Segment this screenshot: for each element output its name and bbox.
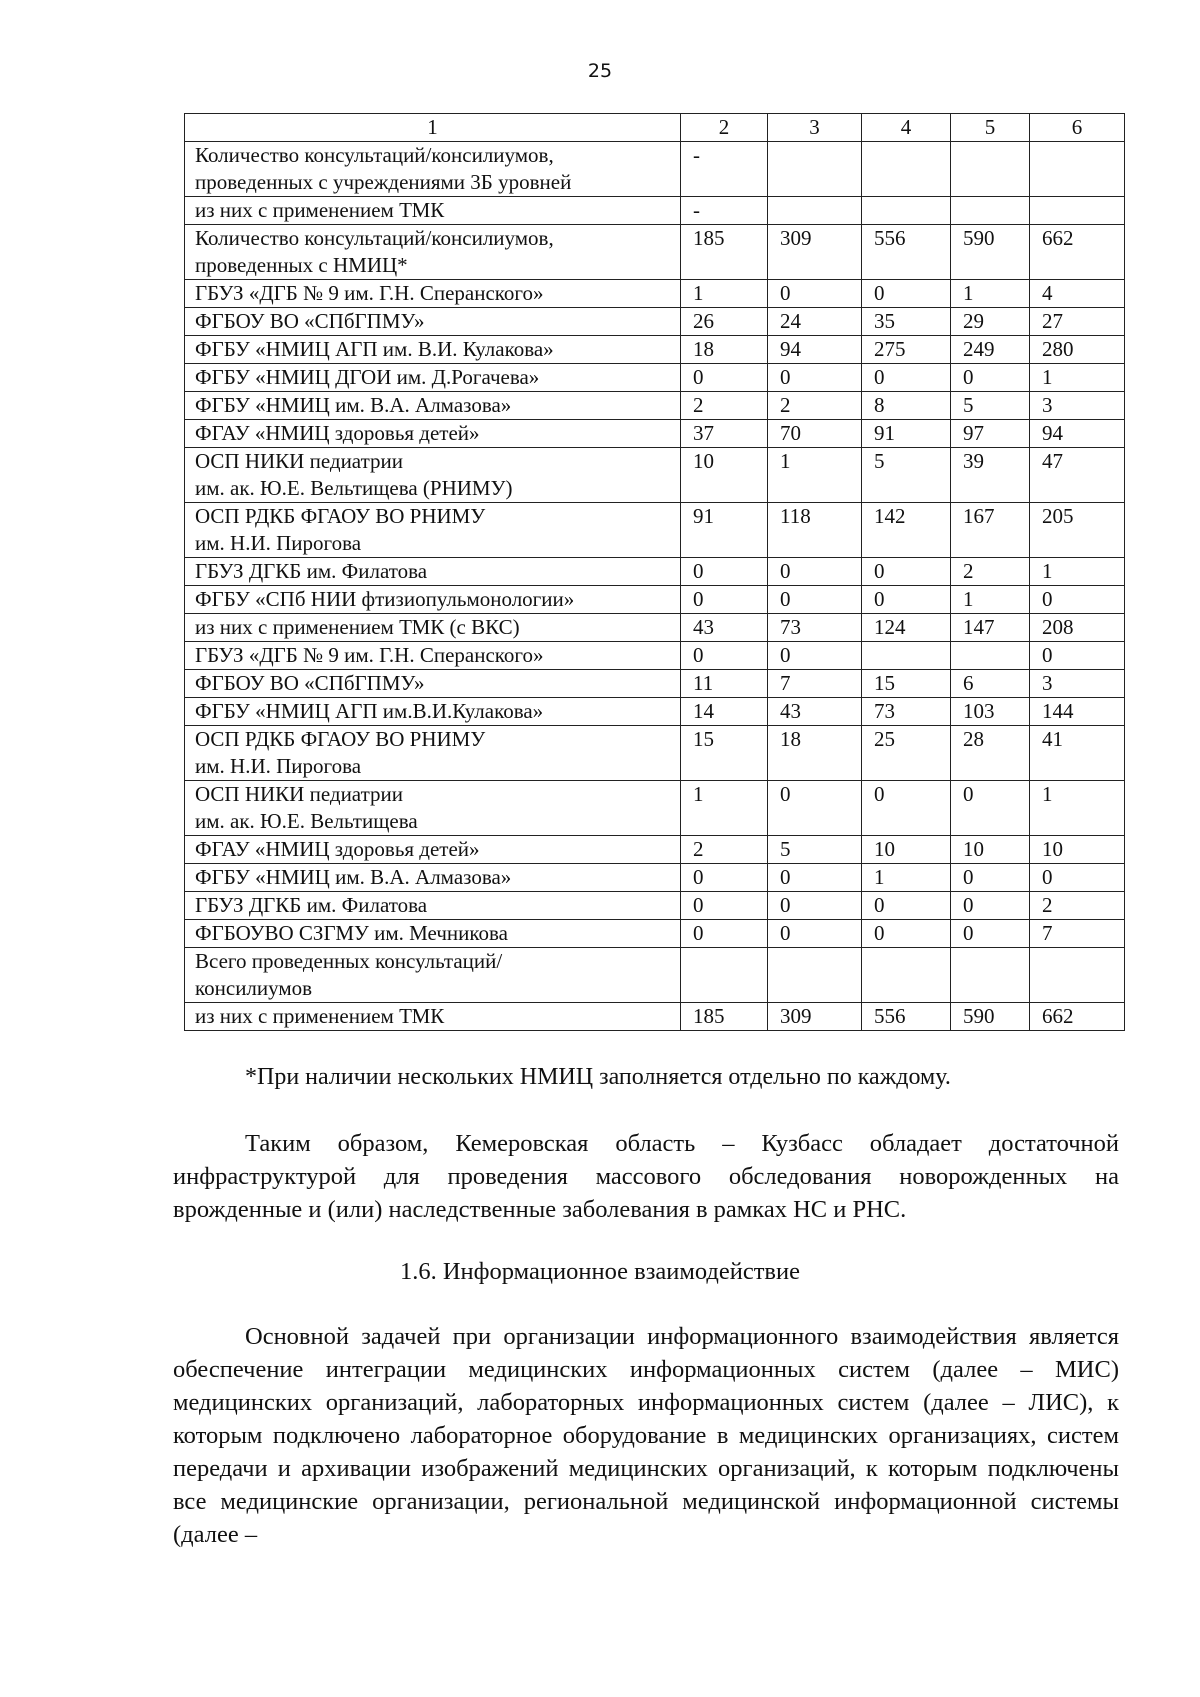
value-cell: 556	[862, 225, 951, 280]
value-cell: 556	[862, 1003, 951, 1031]
value-cell: 1	[1030, 364, 1125, 392]
table-body	[185, 114, 1125, 1031]
value-cell: 167	[951, 503, 1030, 558]
value-cell: -	[681, 142, 768, 197]
value-cell: 94	[1030, 420, 1125, 448]
value-cell: 0	[681, 558, 768, 586]
value-cell: 0	[951, 920, 1030, 948]
value-cell	[768, 948, 862, 1003]
table-row	[185, 836, 1125, 864]
table-row	[185, 781, 1125, 836]
value-cell: 0	[862, 892, 951, 920]
value-cell: 142	[862, 503, 951, 558]
value-cell: 18	[681, 336, 768, 364]
value-cell	[862, 197, 951, 225]
value-cell: 0	[862, 558, 951, 586]
value-cell: 0	[951, 364, 1030, 392]
column-header: 1	[185, 114, 681, 142]
table-row	[185, 558, 1125, 586]
value-cell: 6	[951, 670, 1030, 698]
value-cell: 0	[1030, 586, 1125, 614]
row-label-line: ФГБУ «СПб НИИ фтизиопульмонологии»	[195, 587, 575, 611]
row-label-line: из них с применением ТМК	[195, 198, 445, 222]
value-cell	[1030, 197, 1125, 225]
paragraph-conclusion	[173, 1127, 1119, 1226]
value-cell: 0	[951, 864, 1030, 892]
table-row	[185, 586, 1125, 614]
row-label-line: ФГБОУ ВО «СПбГПМУ»	[195, 309, 425, 333]
footnote: *При наличии нескольких НМИЦ заполняется отдельно по каждому.	[245, 1064, 951, 1090]
row-label-line: Количество консультаций/консилиумов,	[195, 143, 554, 167]
value-cell: 309	[768, 1003, 862, 1031]
value-cell: 0	[768, 558, 862, 586]
value-cell: 18	[768, 726, 862, 781]
value-cell: 5	[951, 392, 1030, 420]
value-cell: 205	[1030, 503, 1125, 558]
section-heading: 1.6. Информационное взаимодействие	[399, 1258, 800, 1285]
value-cell: 43	[768, 698, 862, 726]
value-cell	[951, 948, 1030, 1003]
paragraph-information-interaction	[173, 1320, 1119, 1551]
table-row	[185, 614, 1125, 642]
value-cell: 2	[681, 392, 768, 420]
value-cell: 15	[681, 726, 768, 781]
value-cell: 2	[768, 392, 862, 420]
value-cell: 10	[862, 836, 951, 864]
row-label	[185, 586, 681, 614]
table-row	[185, 280, 1125, 308]
row-label	[185, 308, 681, 336]
value-cell: 208	[1030, 614, 1125, 642]
row-label-line: проведенных с НМИЦ*	[195, 253, 408, 277]
value-cell: 97	[951, 420, 1030, 448]
value-cell: 1	[1030, 781, 1125, 836]
table-row	[185, 698, 1125, 726]
value-cell: 0	[862, 586, 951, 614]
table-row	[185, 308, 1125, 336]
value-cell	[951, 197, 1030, 225]
row-label	[185, 280, 681, 308]
row-label-line: ФГБУ «НМИЦ АГП им. В.И. Кулакова»	[195, 337, 554, 361]
value-cell: 0	[768, 280, 862, 308]
value-cell: 15	[862, 670, 951, 698]
value-cell: 1	[951, 586, 1030, 614]
row-label-line: им. Н.И. Пирогова	[195, 754, 362, 778]
row-label-line: из них с применением ТМК (с ВКС)	[195, 615, 520, 639]
table-row	[185, 1003, 1125, 1031]
row-label	[185, 1003, 681, 1031]
value-cell: 1	[681, 280, 768, 308]
value-cell: 124	[862, 614, 951, 642]
row-label-line: ФГБОУ ВО «СПбГПМУ»	[195, 671, 425, 695]
value-cell: 27	[1030, 308, 1125, 336]
value-cell: 91	[862, 420, 951, 448]
row-label-line: из них с применением ТМК	[195, 1004, 445, 1028]
value-cell: 4	[1030, 280, 1125, 308]
column-header: 5	[951, 114, 1030, 142]
value-cell: 0	[681, 586, 768, 614]
row-label	[185, 781, 681, 836]
table-row	[185, 448, 1125, 503]
row-label-line: Всего проведенных консультаций/	[195, 949, 503, 973]
value-cell: 0	[681, 864, 768, 892]
row-label	[185, 392, 681, 420]
row-label-line: ОСП НИКИ педиатрии	[195, 449, 403, 473]
value-cell: 8	[862, 392, 951, 420]
table-row	[185, 197, 1125, 225]
row-label-line: ФГБОУВО СЗГМУ им. Мечникова	[195, 921, 508, 945]
value-cell: 280	[1030, 336, 1125, 364]
table-row	[185, 864, 1125, 892]
table-row	[185, 726, 1125, 781]
table-row	[185, 503, 1125, 558]
row-label-line: ГБУЗ ДГКБ им. Филатова	[195, 893, 428, 917]
row-label-line: ГБУЗ «ДГБ № 9 им. Г.Н. Сперанского»	[195, 281, 544, 305]
row-label-line: ГБУЗ ДГКБ им. Филатова	[195, 559, 428, 583]
row-label-line: ФГБУ «НМИЦ ДГОИ им. Д.Рогачева»	[195, 365, 540, 389]
value-cell: 2	[681, 836, 768, 864]
value-cell: 144	[1030, 698, 1125, 726]
page-number: 25	[587, 60, 613, 82]
value-cell: 0	[1030, 642, 1125, 670]
value-cell: 590	[951, 1003, 1030, 1031]
row-label	[185, 448, 681, 503]
row-label-line: ГБУЗ «ДГБ № 9 им. Г.Н. Сперанского»	[195, 643, 544, 667]
value-cell	[862, 642, 951, 670]
row-label-line: консилиумов	[195, 976, 313, 1000]
row-label-line: им. Н.И. Пирогова	[195, 531, 362, 555]
row-label	[185, 420, 681, 448]
value-cell: 0	[862, 364, 951, 392]
row-label	[185, 698, 681, 726]
value-cell	[951, 642, 1030, 670]
value-cell: 0	[768, 864, 862, 892]
value-cell: 3	[1030, 670, 1125, 698]
value-cell: 662	[1030, 225, 1125, 280]
value-cell: 73	[768, 614, 862, 642]
value-cell: 0	[768, 892, 862, 920]
value-cell: 249	[951, 336, 1030, 364]
value-cell: 70	[768, 420, 862, 448]
table-header-row	[185, 114, 1125, 142]
value-cell: 43	[681, 614, 768, 642]
row-label-line: ОСП НИКИ педиатрии	[195, 782, 403, 806]
consultations-table	[184, 113, 1125, 1031]
paragraph-text: Основной задачей при организации информационного взаимодействия является обеспечение интеграции медицинских информационных систем (далее – МИС) медицинских организаций, лабораторных информационных систем (далее – ЛИС), к которым подключено лабораторное оборудование в медицинских организациях, систем передачи и архивации изображений медицинских организаций, к которым подключены все медицинские организации, региональной медицинской информационной системы (далее –	[173, 1323, 1119, 1548]
row-label	[185, 225, 681, 280]
row-label-line: им. ак. Ю.Е. Вельтищева	[195, 809, 418, 833]
row-label-line: ОСП РДКБ ФГАОУ ВО РНИМУ	[195, 727, 486, 751]
column-header: 2	[681, 114, 768, 142]
value-cell: 14	[681, 698, 768, 726]
value-cell: 185	[681, 225, 768, 280]
value-cell: 1	[862, 864, 951, 892]
value-cell: 29	[951, 308, 1030, 336]
row-label	[185, 948, 681, 1003]
table-row	[185, 392, 1125, 420]
value-cell: 28	[951, 726, 1030, 781]
table-row	[185, 642, 1125, 670]
row-label	[185, 726, 681, 781]
value-cell	[862, 142, 951, 197]
row-label	[185, 642, 681, 670]
row-label	[185, 836, 681, 864]
value-cell	[951, 142, 1030, 197]
value-cell: 0	[681, 364, 768, 392]
row-label	[185, 364, 681, 392]
row-label-line: ФГБУ «НМИЦ АГП им.В.И.Кулакова»	[195, 699, 544, 723]
value-cell: 73	[862, 698, 951, 726]
value-cell: 25	[862, 726, 951, 781]
value-cell: 35	[862, 308, 951, 336]
row-label-line: проведенных с учреждениями 3Б уровней	[195, 170, 572, 194]
value-cell: 590	[951, 225, 1030, 280]
value-cell: 147	[951, 614, 1030, 642]
row-label-line: ФГАУ «НМИЦ здоровья детей»	[195, 837, 480, 861]
value-cell: 275	[862, 336, 951, 364]
row-label	[185, 670, 681, 698]
value-cell: 37	[681, 420, 768, 448]
value-cell: 5	[768, 836, 862, 864]
row-label-line: Количество консультаций/консилиумов,	[195, 226, 554, 250]
value-cell: 309	[768, 225, 862, 280]
value-cell: 0	[768, 364, 862, 392]
row-label-line: ФГБУ «НМИЦ им. В.А. Алмазова»	[195, 393, 512, 417]
column-header: 4	[862, 114, 951, 142]
value-cell: 0	[1030, 864, 1125, 892]
value-cell: -	[681, 197, 768, 225]
column-header: 6	[1030, 114, 1125, 142]
value-cell	[1030, 142, 1125, 197]
value-cell	[862, 948, 951, 1003]
value-cell: 0	[681, 642, 768, 670]
value-cell: 7	[1030, 920, 1125, 948]
value-cell: 3	[1030, 392, 1125, 420]
value-cell: 0	[951, 781, 1030, 836]
row-label-line: ФГАУ «НМИЦ здоровья детей»	[195, 421, 480, 445]
value-cell: 118	[768, 503, 862, 558]
row-label	[185, 503, 681, 558]
value-cell: 11	[681, 670, 768, 698]
value-cell: 10	[951, 836, 1030, 864]
row-label	[185, 197, 681, 225]
row-label	[185, 920, 681, 948]
value-cell: 0	[768, 642, 862, 670]
value-cell: 2	[951, 558, 1030, 586]
row-label	[185, 614, 681, 642]
table-row	[185, 364, 1125, 392]
value-cell: 0	[862, 280, 951, 308]
row-label	[185, 142, 681, 197]
table-row	[185, 920, 1125, 948]
table-row	[185, 420, 1125, 448]
value-cell: 662	[1030, 1003, 1125, 1031]
value-cell: 0	[768, 586, 862, 614]
table-row	[185, 892, 1125, 920]
value-cell: 10	[1030, 836, 1125, 864]
paragraph-text: Таким образом, Кемеровская область – Кузбасс обладает достаточной инфраструктурой для проведения массового обследования новорожденных на врожденные и (или) наследственные заболевания в рамках НС и РНС.	[173, 1130, 1119, 1223]
value-cell	[768, 142, 862, 197]
table-row	[185, 142, 1125, 197]
value-cell: 1	[768, 448, 862, 503]
value-cell: 2	[1030, 892, 1125, 920]
value-cell: 0	[681, 892, 768, 920]
value-cell: 41	[1030, 726, 1125, 781]
value-cell: 103	[951, 698, 1030, 726]
value-cell: 39	[951, 448, 1030, 503]
value-cell: 1	[1030, 558, 1125, 586]
value-cell: 1	[951, 280, 1030, 308]
value-cell: 10	[681, 448, 768, 503]
value-cell: 47	[1030, 448, 1125, 503]
value-cell: 0	[768, 781, 862, 836]
value-cell: 91	[681, 503, 768, 558]
value-cell: 0	[862, 781, 951, 836]
value-cell: 7	[768, 670, 862, 698]
value-cell	[768, 197, 862, 225]
row-label	[185, 558, 681, 586]
value-cell	[1030, 948, 1125, 1003]
row-label	[185, 864, 681, 892]
value-cell: 185	[681, 1003, 768, 1031]
value-cell: 0	[681, 920, 768, 948]
row-label	[185, 336, 681, 364]
row-label-line: ОСП РДКБ ФГАОУ ВО РНИМУ	[195, 504, 486, 528]
table-row	[185, 670, 1125, 698]
value-cell: 94	[768, 336, 862, 364]
value-cell: 26	[681, 308, 768, 336]
value-cell: 0	[862, 920, 951, 948]
row-label	[185, 892, 681, 920]
table-row	[185, 225, 1125, 280]
value-cell: 0	[951, 892, 1030, 920]
value-cell: 1	[681, 781, 768, 836]
value-cell	[681, 948, 768, 1003]
column-header: 3	[768, 114, 862, 142]
value-cell: 0	[768, 920, 862, 948]
row-label-line: ФГБУ «НМИЦ им. В.А. Алмазова»	[195, 865, 512, 889]
table-row	[185, 336, 1125, 364]
table-row	[185, 948, 1125, 1003]
value-cell: 5	[862, 448, 951, 503]
row-label-line: им. ак. Ю.Е. Вельтищева (РНИМУ)	[195, 476, 513, 500]
value-cell: 24	[768, 308, 862, 336]
